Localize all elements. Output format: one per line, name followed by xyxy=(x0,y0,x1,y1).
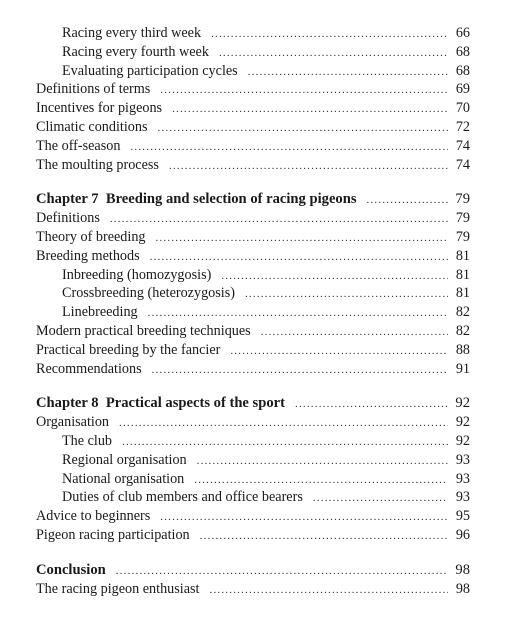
toc-entry-page: 91 xyxy=(455,360,470,377)
toc-entry-page: 96 xyxy=(455,526,470,543)
toc-entry-title: Modern practical breeding techniques xyxy=(36,322,251,339)
toc-entry xyxy=(36,62,470,81)
dot-leader xyxy=(172,100,448,119)
toc-entry xyxy=(36,228,470,247)
toc-entry xyxy=(36,266,470,285)
dot-leader xyxy=(211,25,448,44)
toc-entry xyxy=(36,303,470,322)
toc-entry-title: Practical breeding by the fancier xyxy=(36,341,221,358)
dot-leader xyxy=(245,285,448,304)
toc-entry xyxy=(36,580,470,599)
toc-entry xyxy=(36,99,470,118)
toc-chapter-title: Conclusion xyxy=(36,561,106,578)
toc-entry-page: 81 xyxy=(455,285,470,302)
toc-entry-page: 93 xyxy=(455,470,470,487)
toc-entry xyxy=(36,526,470,545)
toc-entry-page: 88 xyxy=(455,341,470,358)
dot-leader xyxy=(160,81,448,100)
toc-chapter-page: 92 xyxy=(455,395,470,412)
toc-entry xyxy=(36,43,470,62)
dot-leader xyxy=(150,248,448,267)
dot-leader xyxy=(313,489,448,508)
toc-entry-page: 82 xyxy=(455,304,470,321)
toc-entry-title: The racing pigeon enthusiast xyxy=(36,580,200,597)
toc-entry xyxy=(36,156,470,175)
dot-leader xyxy=(221,267,448,286)
dot-leader xyxy=(248,63,448,82)
toc-entry-title: Definitions xyxy=(36,210,100,227)
toc-entry-title: Regional organisation xyxy=(62,451,187,468)
toc-chapter-heading xyxy=(36,190,470,209)
toc-entry-title: Duties of club members and office bearers xyxy=(62,489,303,506)
dot-leader xyxy=(130,138,448,157)
dot-leader xyxy=(122,433,448,452)
toc-entry-page: 79 xyxy=(455,228,470,245)
dot-leader xyxy=(200,527,448,546)
toc-entry-page: 82 xyxy=(455,322,470,339)
toc-entry-title: Advice to beginners xyxy=(36,508,151,525)
toc-entry-page: 68 xyxy=(455,43,470,60)
toc-chapter-title: Chapter 8 Practical aspects of the sport xyxy=(36,395,285,412)
dot-leader xyxy=(152,361,448,380)
toc-entry-page: 74 xyxy=(455,156,470,173)
toc-entry xyxy=(36,80,470,99)
toc-entry-page: 92 xyxy=(455,432,470,449)
toc-entry-title: Evaluating participation cycles xyxy=(62,62,238,79)
dot-leader xyxy=(148,304,448,323)
toc-entry-page: 69 xyxy=(455,81,470,98)
toc-entry xyxy=(36,284,470,303)
toc-entry-page: 74 xyxy=(455,137,470,154)
table-of-contents xyxy=(36,24,470,598)
toc-entry xyxy=(36,209,470,228)
toc-entry-title: Theory of breeding xyxy=(36,228,146,245)
toc-entry xyxy=(36,137,470,156)
toc-entry-page: 66 xyxy=(455,25,470,41)
toc-entry xyxy=(36,432,470,451)
toc-entry xyxy=(36,451,470,470)
dot-leader xyxy=(158,119,448,138)
toc-entry-page: 81 xyxy=(455,247,470,264)
dot-leader xyxy=(194,471,448,490)
toc-entry-page: 70 xyxy=(455,100,470,117)
dot-leader xyxy=(230,342,448,361)
toc-entry-page: 93 xyxy=(455,489,470,506)
dot-leader xyxy=(110,210,448,229)
toc-entry xyxy=(36,24,470,43)
dot-leader xyxy=(210,581,448,600)
toc-chapter-page: 79 xyxy=(455,191,470,208)
toc-entry-page: 93 xyxy=(455,451,470,468)
toc-entry-title: Incentives for pigeons xyxy=(36,100,163,117)
dot-leader xyxy=(169,157,448,176)
toc-entry-title: The club xyxy=(62,432,113,449)
toc-entry-title: National organisation xyxy=(62,470,185,487)
dot-leader xyxy=(295,395,448,414)
toc-entry-title: Inbreeding (homozygosis) xyxy=(62,266,212,283)
toc-entry-title: Organisation xyxy=(36,414,110,431)
dot-leader xyxy=(160,508,448,527)
toc-entry xyxy=(36,118,470,137)
toc-entry-page: 68 xyxy=(455,62,470,79)
toc-entry-title: Crossbreeding (heterozygosis) xyxy=(62,285,235,302)
toc-entry-title: Definitions of terms xyxy=(36,81,151,98)
toc-entry-title: Climatic conditions xyxy=(36,118,148,135)
toc-entry-title: Linebreeding xyxy=(62,304,138,321)
dot-leader xyxy=(219,44,448,63)
toc-entry-title: The off-season xyxy=(36,137,121,154)
toc-chapter-title: Chapter 7 Breeding and selection of racing pigeons xyxy=(36,191,357,208)
toc-entry xyxy=(36,488,470,507)
toc-entry-title: Racing every third week xyxy=(62,25,202,41)
dot-leader xyxy=(197,452,448,471)
toc-entry xyxy=(36,413,470,432)
toc-entry xyxy=(36,470,470,489)
toc-entry-title: Recommendations xyxy=(36,360,142,377)
toc-entry-title: Racing every fourth week xyxy=(62,43,209,60)
dot-leader xyxy=(156,229,448,248)
toc-entry xyxy=(36,322,470,341)
toc-entry xyxy=(36,360,470,379)
toc-entry xyxy=(36,507,470,526)
toc-entry-page: 79 xyxy=(455,210,470,227)
toc-entry-page: 92 xyxy=(455,414,470,431)
toc-entry-title: Breeding methods xyxy=(36,247,140,264)
dot-leader xyxy=(367,191,448,210)
toc-chapter-heading xyxy=(36,394,470,413)
toc-chapter-heading xyxy=(36,561,470,580)
toc-chapter-page: 98 xyxy=(455,561,470,578)
toc-entry-page: 98 xyxy=(455,580,470,597)
toc-entry xyxy=(36,341,470,360)
dot-leader xyxy=(119,414,448,433)
dot-leader xyxy=(116,562,448,581)
toc-entry xyxy=(36,247,470,266)
toc-entry-page: 81 xyxy=(455,266,470,283)
dot-leader xyxy=(261,323,448,342)
toc-entry-title: Pigeon racing participation xyxy=(36,526,190,543)
toc-entry-page: 95 xyxy=(455,508,470,525)
toc-entry-page: 72 xyxy=(455,118,470,135)
toc-entry-title: The moulting process xyxy=(36,156,159,173)
